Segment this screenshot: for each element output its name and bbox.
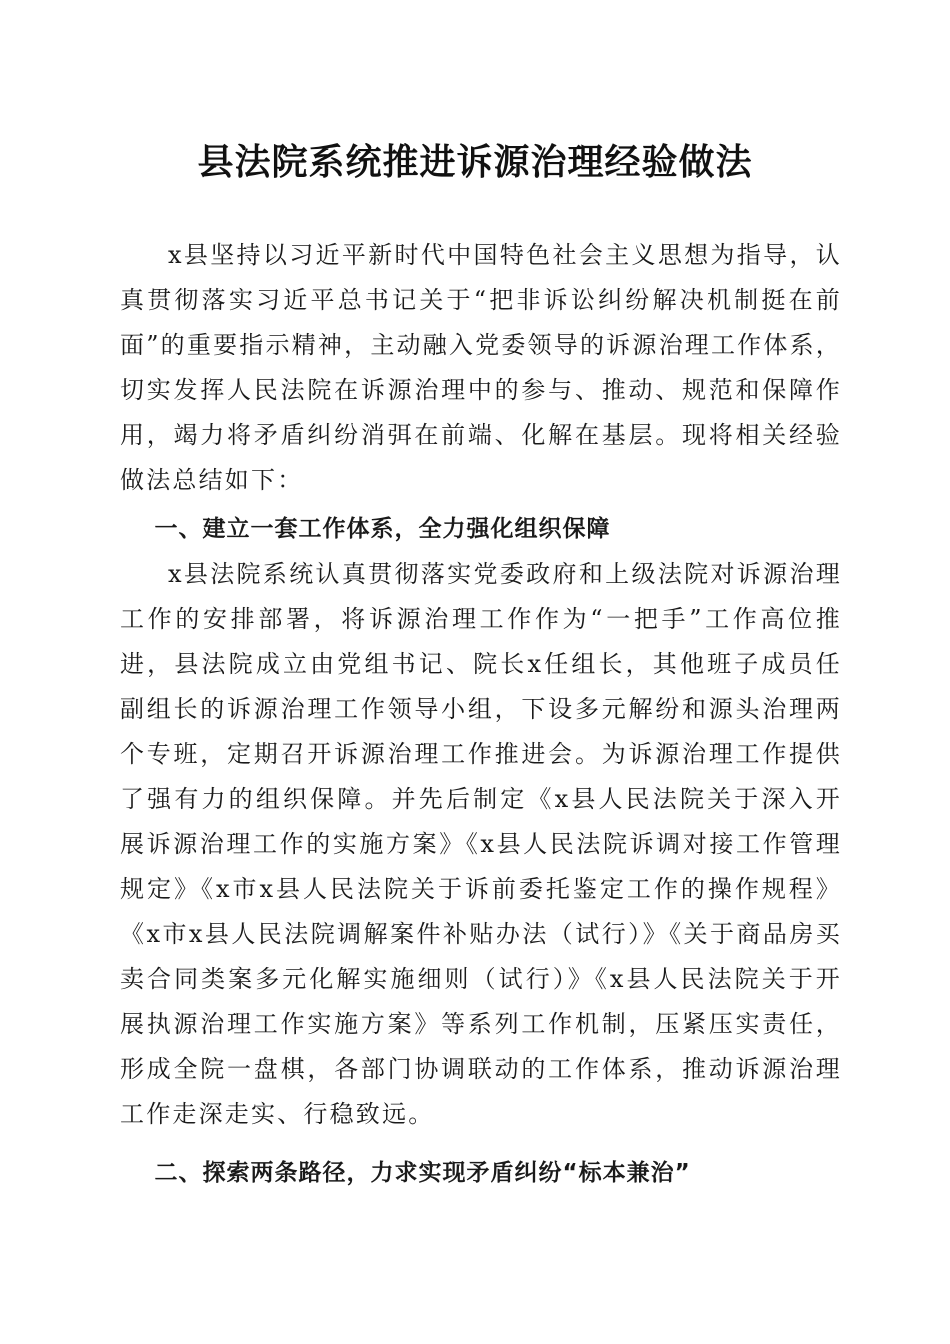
intro-paragraph: x县坚持以习近平新时代中国特色社会主义思想为指导，认真贯彻落实习近平总书记关于“把非诉讼纠纷解决机制挺在前面”的重要指示精神，主动融入党委领导的诉源治理工作体系，切实发挥人民法院在诉源治理中的参与、推动、规范和保障作用，竭力将矛盾纠纷消弭在前端、化解在基层。现将相关经验做法总结如下： [120, 241, 842, 494]
section-2-heading: 二、探索两条路径，力求实现矛盾纠纷“标本兼治” [154, 1160, 691, 1186]
document-body [120, 233, 842, 1196]
section-1-heading: 一、建立一套工作体系，全力强化组织保障 [154, 516, 611, 542]
section-1-paragraph: x县法院系统认真贯彻落实党委政府和上级法院对诉源治理工作的安排部署，将诉源治理工作作为“一把手”工作高位推进，县法院成立由党组书记、院长x任组长，其他班子成员任副组长的诉源治理工作领导小组，下设多元解纷和源头治理两个专班，定期召开诉源治理工作推进会。为诉源治理工作提供了强有力的组织保障。并先后制定《x县人民法院关于深入开展诉源治理工作的实施方案》《x县人民法院诉调对接工作管理规定》《x市x县人民法院关于诉前委托鉴定工作的操作规程》《x市x县人民法院调解案件补贴办法（试行）》《关于商品房买卖合同类案多元化解实施细则（试行）》《x县人民法院关于开展执源治理工作实施方案》等系列工作机制，压紧压实责任，形成全院一盘棋，各部门协调联动的工作体系，推动诉源治理工作走深走实、行稳致远。 [120, 560, 842, 1128]
document-title: 县法院系统推进诉源治理经验做法 [197, 141, 753, 183]
